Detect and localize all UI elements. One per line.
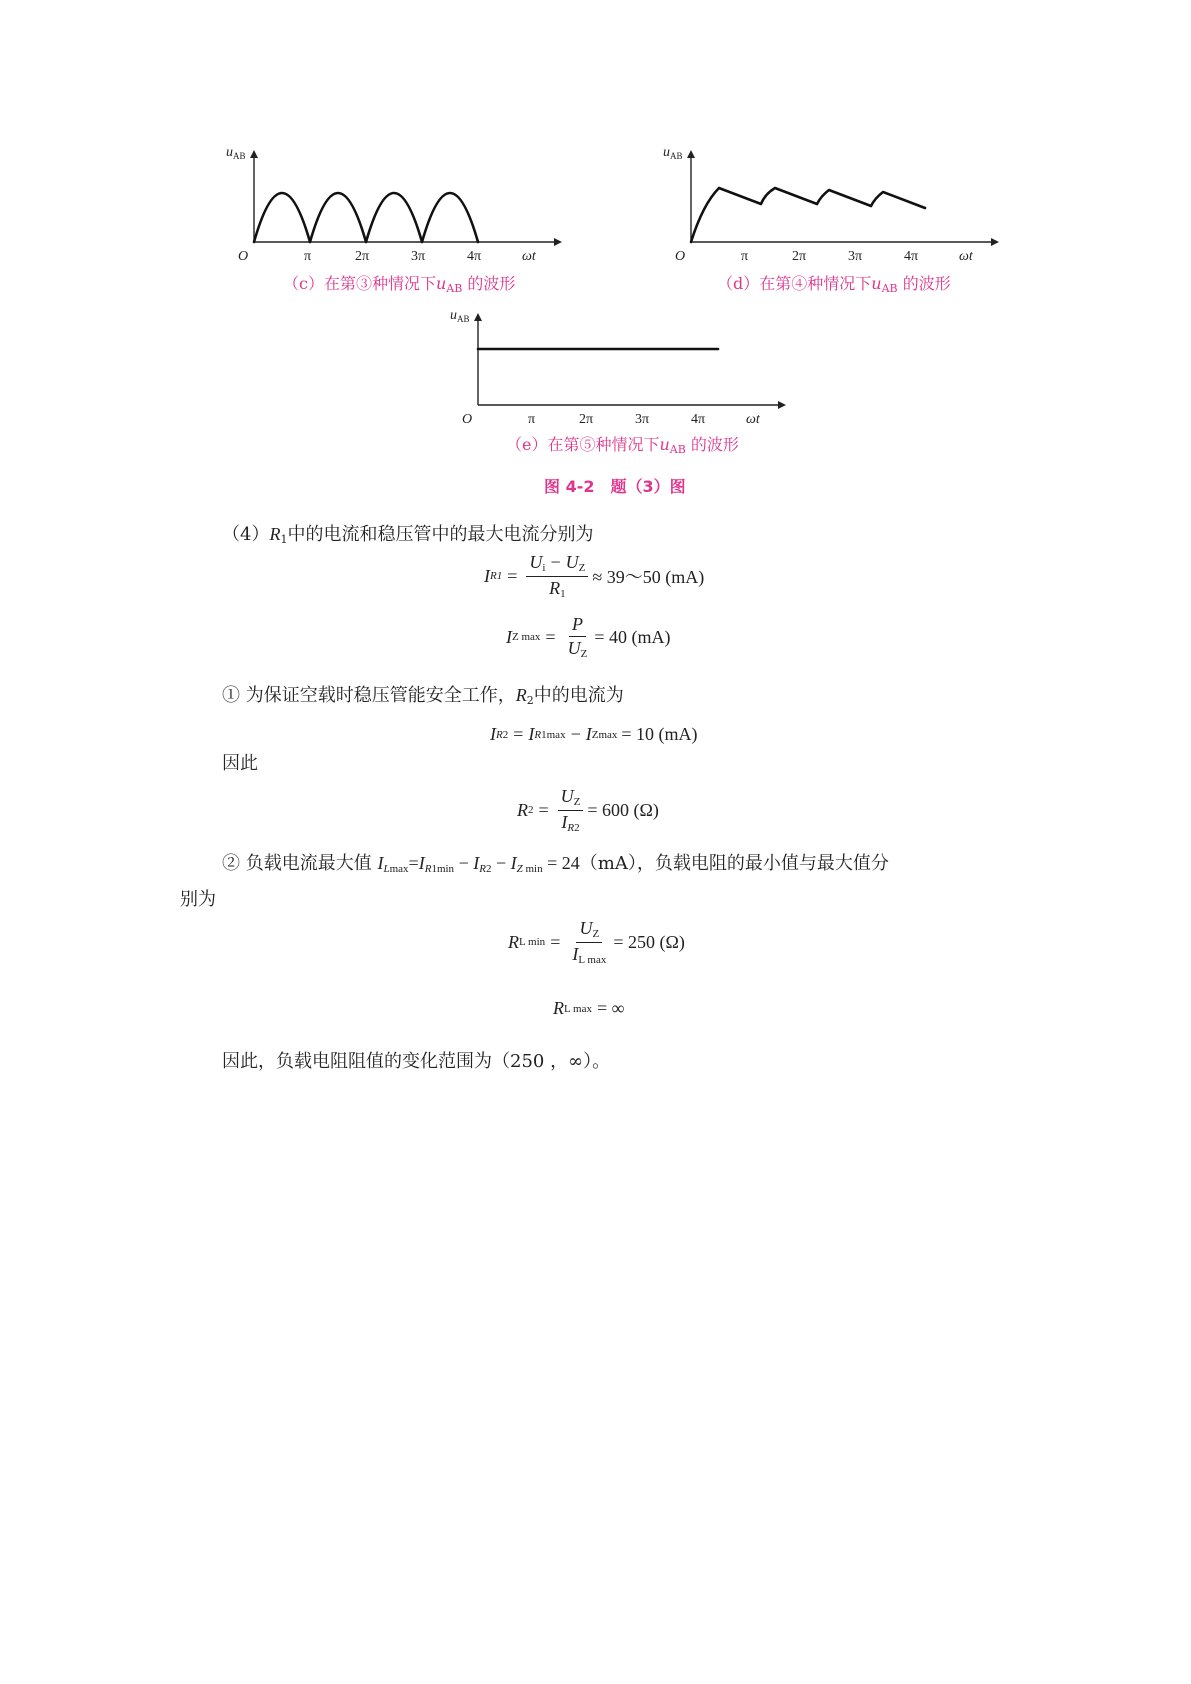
equation-r2: R 2 = $\frac{U_Z}{I_{R2}}$ = 600 (Ω)	[517, 786, 659, 834]
equation-izmax: I Z max = $\frac{P}{U_Z}$ = 40 (mA)	[506, 614, 671, 660]
figure-d-caption: （d）在第④种情况下$u_{AB}$ 的波形	[717, 274, 951, 295]
tick-3pi: 3π	[635, 412, 650, 427]
origin-label: O	[675, 249, 686, 264]
tick-pi: π	[528, 412, 536, 427]
fraction: $\frac{U_i - U_Z}{R_1}$	[526, 552, 588, 600]
figure-d	[663, 145, 997, 264]
tick-pi: π	[741, 249, 749, 264]
case-2-text-line2: 别为	[180, 889, 216, 910]
y-axis-label: $u_{AB}$	[663, 145, 683, 161]
fraction: $\frac{P}{U_Z}$	[567, 614, 588, 660]
x-axis-label: ωt	[746, 412, 760, 427]
tick-2pi: 2π	[579, 412, 594, 427]
figure-c	[226, 145, 560, 264]
tick-2pi: 2π	[792, 249, 807, 264]
case-2-text: ② 负载电流最大值 $I_{Lmax}=I_{R1min} - I_{R2} - I_{Z min} = 24(mA)$，负载电阻的最小值与最大值分	[222, 853, 889, 875]
figure-title: 图 4-2 题（3）图	[544, 477, 686, 496]
figure-e-plot	[450, 308, 784, 427]
tick-3pi: 3π	[848, 249, 863, 264]
section-4-intro: $(4)R_1$中的电流和稳压管中的最大电流分别为	[222, 524, 594, 546]
tick-2pi: 2π	[355, 249, 370, 264]
fraction: $\frac{U_Z}{I_{L max}}$	[572, 918, 607, 966]
y-axis-label: $u_{AB}$	[450, 308, 470, 324]
case-1-text: ① 为保证空载时稳压管能安全工作，$R_2$中的电流为	[222, 685, 624, 707]
figure-e-caption: （e）在第⑤种情况下$u_{AB}$ 的波形	[506, 435, 739, 456]
x-axis-label: ωt	[959, 249, 973, 264]
fraction: $\frac{U_Z}{I_{R2}}$	[558, 786, 584, 834]
tick-4pi: 4π	[691, 412, 706, 427]
figure-c-plot	[226, 145, 560, 264]
tick-4pi: 4π	[904, 249, 919, 264]
origin-label: O	[462, 412, 473, 427]
figure-e	[450, 308, 784, 427]
origin-label: O	[238, 249, 249, 264]
therefore-1: 因此	[222, 753, 258, 774]
conclusion: 因此，负载电阻阻值的变化范围为（250 ，∞）。	[222, 1051, 611, 1072]
equation-rlmin: R L min = $\frac{U_Z}{I_{L max}}$ = 250 (Ω)	[508, 918, 685, 966]
tick-3pi: 3π	[411, 249, 426, 264]
figure-c-caption: （c）在第③种情况下$u_{AB}$ 的波形	[283, 274, 516, 295]
tick-pi: π	[304, 249, 312, 264]
equation-rlmax: R L max = ∞	[553, 998, 625, 1018]
x-axis-label: ωt	[522, 249, 536, 264]
figure-d-plot	[663, 145, 997, 264]
equation-ir2: I R2 = I R1max − I Zmax = 10 (mA)	[490, 724, 698, 744]
y-axis-label: $u_{AB}$	[226, 145, 246, 161]
filtered-wave	[691, 188, 925, 242]
rectified-wave	[254, 193, 478, 242]
equation-ir1: I R1 = $\frac{U_i - U_Z}{R_1}$ ≈ 39～50 (mA)	[484, 552, 705, 600]
tick-4pi: 4π	[467, 249, 482, 264]
